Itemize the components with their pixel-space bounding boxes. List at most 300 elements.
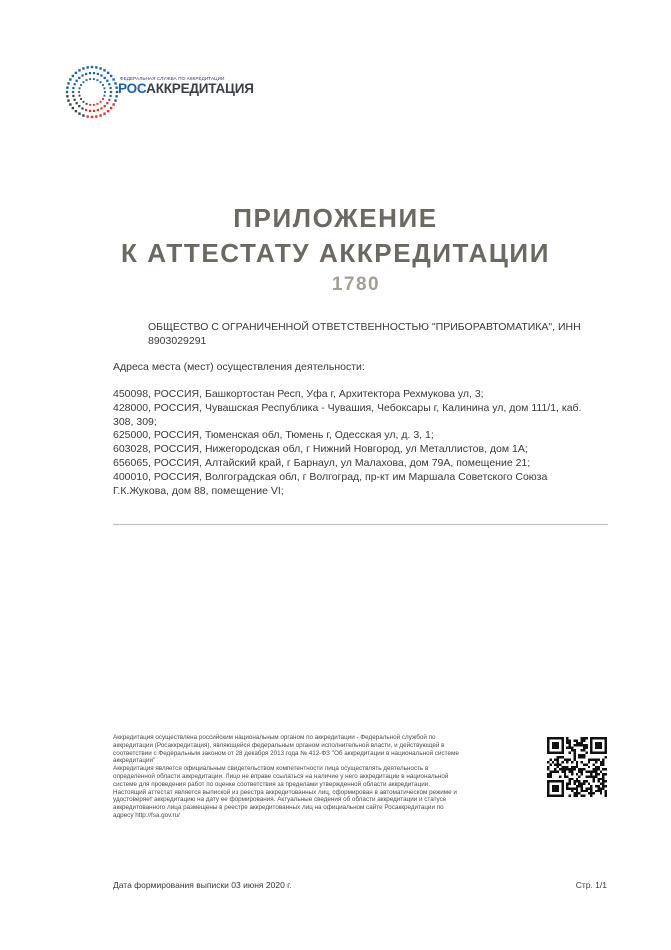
qr-module — [573, 751, 575, 753]
logo-name-akk: АККРЕДИТАЦИЯ — [146, 81, 254, 96]
qr-module — [605, 795, 607, 797]
document-title-line1: ПРИЛОЖЕНИЕ — [233, 203, 438, 233]
qr-module — [552, 771, 554, 773]
qr-module — [564, 759, 566, 761]
logo-dot — [75, 110, 77, 112]
logo-dot — [104, 91, 106, 93]
logo-dot — [97, 73, 99, 75]
qr-module — [595, 775, 597, 777]
qr-module — [571, 771, 573, 773]
qr-module — [576, 742, 578, 744]
logo-dot — [109, 95, 111, 97]
qr-module — [593, 768, 595, 770]
qr-module — [597, 778, 599, 780]
logo-dot — [72, 107, 74, 109]
qr-module — [578, 756, 580, 758]
qr-module — [588, 759, 590, 761]
qr-module — [571, 787, 573, 789]
extract-date: Дата формирования выписки 03 июня 2020 г. — [113, 880, 292, 890]
qr-module — [569, 759, 571, 761]
logo-dot — [96, 103, 98, 105]
qr-module — [593, 780, 595, 782]
qr-module — [600, 771, 602, 773]
logo-dot — [72, 87, 74, 89]
qr-module — [569, 783, 571, 785]
logo-dot — [69, 103, 71, 105]
qr-module — [569, 778, 571, 780]
qr-module — [569, 768, 571, 770]
qr-module — [595, 761, 597, 763]
qr-module — [578, 771, 580, 773]
qr-module — [571, 761, 573, 763]
logo-dot — [85, 109, 87, 111]
qr-module — [602, 761, 604, 763]
logo-dot — [99, 114, 101, 116]
qr-module — [585, 790, 587, 792]
qr-module — [573, 792, 575, 794]
addresses-heading: Адреса места (мест) осуществления деятельности: — [113, 361, 365, 373]
qr-module — [593, 775, 595, 777]
address-item: 625000, РОССИЯ, Тюменская обл, Тюмень г, Одесская ул, д. 3, 1; — [113, 429, 434, 442]
qr-module — [581, 773, 583, 775]
qr-module — [571, 778, 573, 780]
qr-module — [581, 756, 583, 758]
logo-dot — [72, 91, 74, 93]
qr-module — [576, 773, 578, 775]
logo-dot — [75, 72, 77, 74]
qr-module — [605, 780, 607, 782]
qr-module — [578, 744, 580, 746]
qr-module — [597, 768, 599, 770]
logo-dot — [81, 107, 83, 109]
qr-module — [573, 766, 575, 768]
qr-module — [566, 747, 568, 749]
logo-dot — [78, 105, 80, 107]
logo-dot — [81, 74, 83, 76]
qr-module — [564, 773, 566, 775]
qr-module — [605, 768, 607, 770]
divider — [113, 524, 608, 525]
logo-dot — [89, 104, 91, 106]
qr-code-icon[interactable] — [547, 737, 607, 797]
logo-dot — [106, 102, 108, 104]
logo-dot — [76, 102, 78, 104]
qr-module — [588, 775, 590, 777]
qr-module — [576, 792, 578, 794]
page-number: Стр. 1/1 — [575, 880, 607, 890]
qr-module — [561, 771, 563, 773]
qr-module — [554, 759, 556, 761]
qr-module — [595, 773, 597, 775]
qr-module — [566, 787, 568, 789]
qr-module — [578, 775, 580, 777]
qr-module — [595, 759, 597, 761]
logo-dot — [69, 78, 71, 80]
qr-module — [590, 775, 592, 777]
logo-dot — [78, 91, 80, 93]
qr-module — [557, 771, 559, 773]
qr-module — [590, 759, 592, 761]
qr-module — [605, 773, 607, 775]
logo-dot — [106, 80, 108, 82]
qr-module — [585, 775, 587, 777]
qr-module — [554, 768, 556, 770]
qr-module — [566, 761, 568, 763]
qr-module — [602, 768, 604, 770]
logo-dot — [104, 95, 106, 97]
qr-module — [581, 771, 583, 773]
qr-module — [578, 792, 580, 794]
qr-module — [583, 768, 585, 770]
logo-dot — [95, 66, 97, 68]
qr-module — [571, 768, 573, 770]
qr-module — [569, 795, 571, 797]
qr-module — [583, 783, 585, 785]
logo-dot — [103, 112, 105, 114]
qr-module — [576, 744, 578, 746]
qr-module — [597, 766, 599, 768]
qr-module — [573, 759, 575, 761]
qr-module — [561, 768, 563, 770]
address-item: 400010, РОССИЯ, Волгоградская обл, г Волгоград, пр-кт им Маршала Советского Союза Г.К.Жукова, дом 88, помещение VI; — [113, 470, 548, 497]
qr-module — [573, 756, 575, 758]
qr-module — [583, 780, 585, 782]
logo-dot — [91, 66, 93, 68]
logo-dot — [79, 95, 81, 97]
qr-module — [578, 785, 580, 787]
qr-module — [593, 792, 595, 794]
qr-module — [581, 790, 583, 792]
qr-module — [585, 787, 587, 789]
qr-module — [588, 766, 590, 768]
qr-module — [583, 744, 585, 746]
logo-dot — [103, 69, 105, 71]
qr-module — [600, 792, 602, 794]
logo-dot — [100, 107, 102, 109]
logo-dot — [78, 112, 80, 114]
qr-module — [600, 790, 602, 792]
qr-module — [583, 737, 585, 739]
logo-dot — [86, 115, 88, 117]
qr-module — [602, 763, 604, 765]
logo-dot — [72, 95, 74, 97]
qr-module — [564, 766, 566, 768]
qr-module — [595, 766, 597, 768]
qr-module — [576, 739, 578, 741]
qr-module — [559, 756, 561, 758]
qr-module — [581, 739, 583, 741]
qr-module — [557, 766, 559, 768]
logo-dot — [85, 73, 87, 75]
qr-module — [588, 792, 590, 794]
qr-module — [602, 778, 604, 780]
qr-module — [569, 780, 571, 782]
logo-dot — [82, 67, 84, 69]
qr-module — [602, 785, 604, 787]
qr-module — [583, 749, 585, 751]
qr-module — [593, 778, 595, 780]
qr-module — [605, 756, 607, 758]
qr-module — [576, 766, 578, 768]
qr-module — [557, 759, 559, 761]
qr-module — [583, 754, 585, 756]
qr-module — [573, 744, 575, 746]
qr-module — [576, 795, 578, 797]
qr-module — [595, 771, 597, 773]
logo-dot — [67, 82, 69, 84]
logo-dot — [76, 80, 78, 82]
qr-module — [571, 773, 573, 775]
qr-module — [600, 783, 602, 785]
qr-module — [557, 761, 559, 763]
logo-dot — [72, 75, 74, 77]
qr-module — [597, 790, 599, 792]
qr-module — [588, 783, 590, 785]
logo-dot — [97, 109, 99, 111]
qr-module — [581, 783, 583, 785]
qr-module — [605, 790, 607, 792]
qr-module — [566, 742, 568, 744]
qr-module — [581, 785, 583, 787]
qr-module — [585, 751, 587, 753]
address-item: 656065, РОССИЯ, Алтайский край, г Барнаул, ул Малахова, дом 79А, помещение 21; — [113, 456, 531, 469]
qr-module — [600, 763, 602, 765]
logo-dot — [93, 110, 95, 112]
qr-module — [600, 761, 602, 763]
qr-module — [578, 742, 580, 744]
qr-module — [588, 761, 590, 763]
qr-module — [597, 785, 599, 787]
qr-module — [566, 737, 568, 739]
qr-module — [564, 768, 566, 770]
qr-module — [578, 780, 580, 782]
qr-module — [559, 775, 561, 777]
qr-module — [573, 739, 575, 741]
logo-dot — [67, 99, 69, 101]
qr-module — [573, 783, 575, 785]
address-item: 428000, РОССИЯ, Чувашская Республика - Чувашия, Чебоксары г, Калинина ул, дом 111/1, каб. 308, 309; — [113, 401, 582, 428]
address-item: 603028, РОССИЯ, Нижегородская обл, г Нижний Новгород, ул Металлистов, дом 1А; — [113, 443, 528, 456]
logo-dot — [112, 103, 114, 105]
qr-module — [581, 795, 583, 797]
qr-module — [602, 780, 604, 782]
qr-module — [602, 773, 604, 775]
qr-module — [583, 747, 585, 749]
qr-module — [597, 773, 599, 775]
qr-module — [547, 761, 549, 763]
logo-dot — [95, 115, 97, 117]
logo-dot — [104, 87, 106, 89]
qr-module — [595, 785, 597, 787]
legal-paragraph: Настоящий аттестат является выпиской из реестра аккредитованных лиц, сформирован в автоматическом режиме и удостоверяет аккредитацию на дату ее формирования. Актуальные сведения об области аккредитации и статусе аккредитованного лица размещены в реестре аккредитованных лиц на официальном сайте Росаккредитации по адресу http://fsa.gov.ru/ — [113, 788, 457, 819]
qr-module — [595, 742, 602, 749]
qr-module — [566, 785, 568, 787]
qr-module — [581, 768, 583, 770]
qr-module — [566, 759, 568, 761]
qr-module — [590, 795, 592, 797]
qr-module — [602, 759, 604, 761]
logo-dot — [66, 95, 68, 97]
logo-dot — [79, 87, 81, 89]
qr-module — [602, 783, 604, 785]
qr-module — [578, 783, 580, 785]
qr-module — [573, 795, 575, 797]
qr-module — [573, 754, 575, 756]
logo-dot — [89, 72, 91, 74]
qr-module — [552, 785, 559, 792]
logo-dot — [114, 99, 116, 101]
qr-module — [561, 756, 563, 758]
legal-notice — [113, 734, 463, 820]
qr-module — [569, 747, 571, 749]
qr-module — [595, 768, 597, 770]
qr-module — [583, 790, 585, 792]
logo-dot — [100, 74, 102, 76]
logo-dot — [82, 114, 84, 116]
logo-name-ros: РОС — [118, 81, 147, 96]
logo-dot — [102, 98, 104, 100]
organization-name: ОБЩЕСТВО С ОГРАНИЧЕННОЙ ОТВЕТСТВЕННОСТЬЮ "ПРИБОРАВТОМАТИКА", ИНН 8903029291 — [148, 321, 581, 347]
qr-module — [552, 761, 554, 763]
qr-module — [566, 775, 568, 777]
logo-dots-icon — [64, 64, 120, 120]
qr-module — [549, 773, 551, 775]
qr-module — [561, 761, 563, 763]
logo-dot — [107, 110, 109, 112]
qr-module — [593, 759, 595, 761]
qr-module — [576, 761, 578, 763]
logo-dot — [91, 116, 93, 118]
qr-module — [581, 737, 583, 739]
qr-module — [573, 787, 575, 789]
qr-module — [573, 749, 575, 751]
logo-dot — [114, 82, 116, 84]
logo-dot — [74, 83, 76, 85]
legal-paragraph: Аккредитация осуществлена российским национальным органом по аккредитации - Федеральной службой по аккредитации (Росаккредитация), являющейся федеральным органом исполнительной власти, и действующей в соответствии с Федеральным законом от 28 декабря 2013 года № 412-ФЗ "Об аккредитации в национальной системе аккредитации" — [113, 734, 459, 765]
qr-module — [590, 771, 592, 773]
qr-module — [578, 768, 580, 770]
qr-module — [549, 763, 551, 765]
qr-module — [552, 742, 559, 749]
qr-module — [569, 742, 571, 744]
qr-module — [593, 771, 595, 773]
qr-module — [557, 756, 559, 758]
qr-module — [569, 739, 571, 741]
logo-dot — [96, 79, 98, 81]
logo-subtitle: ФЕДЕРАЛЬНАЯ СЛУЖБА ПО АККРЕДИТАЦИИ — [120, 76, 225, 81]
qr-module — [549, 771, 551, 773]
qr-module — [590, 787, 592, 789]
logo-dot — [102, 84, 104, 86]
address-item: 450098, РОССИЯ, Башкортостан Респ, Уфа г, Архитектора Рехмукова ул, 3; — [113, 388, 484, 400]
qr-module — [554, 763, 556, 765]
logo-dot — [86, 103, 88, 105]
qr-module — [547, 768, 549, 770]
logo-dot — [80, 84, 82, 86]
qr-module — [597, 787, 599, 789]
logo-dot — [78, 69, 80, 71]
qr-module — [576, 790, 578, 792]
qr-module — [585, 763, 587, 765]
logo-dot — [66, 91, 68, 93]
logo-dot — [99, 67, 101, 69]
qr-module — [581, 761, 583, 763]
qr-module — [585, 737, 587, 739]
qr-module — [566, 766, 568, 768]
qr-module — [581, 742, 583, 744]
logo-dot — [104, 77, 106, 79]
qr-module — [585, 771, 587, 773]
qr-module — [602, 787, 604, 789]
qr-module — [590, 792, 592, 794]
qr-module — [576, 785, 578, 787]
logo-dot — [66, 86, 68, 88]
logo-dot — [83, 81, 85, 83]
qr-module — [569, 744, 571, 746]
qr-module — [597, 759, 599, 761]
qr-module — [547, 775, 549, 777]
logo-dot — [112, 78, 114, 80]
addresses-list — [113, 388, 603, 498]
logo-dot — [107, 72, 109, 74]
qr-module — [547, 766, 549, 768]
logo-name — [118, 81, 254, 96]
qr-module — [593, 763, 595, 765]
qr-module — [554, 771, 556, 773]
qr-module — [576, 778, 578, 780]
qr-module — [605, 792, 607, 794]
qr-module — [583, 795, 585, 797]
logo-dot — [108, 99, 110, 101]
qr-module — [583, 763, 585, 765]
qr-module — [559, 763, 561, 765]
qr-module — [576, 787, 578, 789]
qr-module — [566, 739, 568, 741]
qr-module — [588, 771, 590, 773]
logo-dot — [93, 78, 95, 80]
qr-module — [595, 790, 597, 792]
qr-module — [571, 790, 573, 792]
qr-module — [590, 790, 592, 792]
logo-dot — [110, 75, 112, 77]
attestat-number: 1780 — [331, 274, 381, 295]
qr-module — [549, 759, 551, 761]
qr-module — [569, 771, 571, 773]
logo-dot — [89, 110, 91, 112]
qr-module — [571, 749, 573, 751]
qr-module — [581, 754, 583, 756]
qr-module — [581, 744, 583, 746]
legal-paragraph: Аккредитация является официальным свидетельством компетентности лица осуществлять деятельность в определенной области аккредитации. Лицо не вправе ссылаться на наличие у него аккредитации в национальной системе для проведения работ по оценке соответствия за пределами утвержденной области аккредитации. — [113, 765, 449, 788]
logo-dot — [89, 78, 91, 80]
qr-module — [581, 787, 583, 789]
logo-dot — [74, 99, 76, 101]
qr-module — [597, 780, 599, 782]
logo-dot — [100, 81, 102, 83]
logo-dot — [104, 105, 106, 107]
rosakkreditaciya-logo — [64, 64, 254, 120]
qr-module — [566, 783, 568, 785]
qr-module — [590, 773, 592, 775]
qr-module — [549, 775, 551, 777]
logo-dot — [109, 87, 111, 89]
qr-module — [561, 766, 563, 768]
qr-module — [602, 775, 604, 777]
qr-module — [566, 768, 568, 770]
qr-module — [576, 780, 578, 782]
qr-module — [585, 744, 587, 746]
document-title-line2: К АТТЕСТАТУ АККРЕДИТАЦИИ — [120, 238, 550, 268]
